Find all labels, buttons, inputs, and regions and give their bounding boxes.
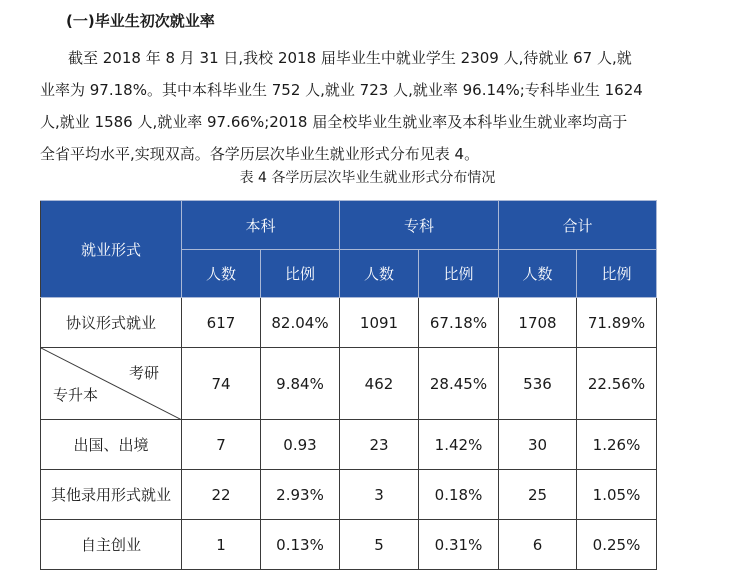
paragraph-line-1: 截至 2018 年 8 月 31 日,我校 2018 届毕业生中就业学生 2309 人,待就业 67 人,就 <box>68 49 632 67</box>
table-cell: 71.89% <box>577 298 657 348</box>
paragraph-line-2: 业率为 97.18%。其中本科毕业生 752 人,就业 723 人,就业率 96.14%;专科毕业生 1624 <box>40 81 643 99</box>
table-cell: 0.18% <box>419 470 499 520</box>
row-label: 其他录用形式就业 <box>41 470 182 520</box>
table-cell: 5 <box>340 520 419 570</box>
diagonal-label-cell <box>41 348 182 420</box>
table-cell: 74 <box>182 348 261 420</box>
table-row <box>41 420 657 470</box>
diag-label-postgrad: 考研 <box>128 364 159 382</box>
table-cell: 22.56% <box>577 348 657 420</box>
table-cell: 0.25% <box>577 520 657 570</box>
table-cell: 25 <box>499 470 577 520</box>
diag-label-upgrade: 专升本 <box>53 386 99 404</box>
table-row <box>41 520 657 570</box>
table-cell: 22 <box>182 470 261 520</box>
group-header-junior-college: 专科 <box>340 201 499 250</box>
table-caption: 表 4 各学历层次毕业生就业形式分布情况 <box>239 170 496 186</box>
table-cell: 1.42% <box>419 420 499 470</box>
table-row <box>41 470 657 520</box>
table-cell: 6 <box>499 520 577 570</box>
table-cell: 0.93 <box>261 420 340 470</box>
sub-header-ratio: 比例 <box>261 250 340 298</box>
table-cell: 0.13% <box>261 520 340 570</box>
table-cell: 536 <box>499 348 577 420</box>
table-cell: 1 <box>182 520 261 570</box>
table-cell: 617 <box>182 298 261 348</box>
table-row <box>41 348 657 420</box>
table-cell: 9.84% <box>261 348 340 420</box>
table-cell: 28.45% <box>419 348 499 420</box>
table-cell: 0.31% <box>419 520 499 570</box>
group-header-undergrad: 本科 <box>182 201 340 250</box>
row-header-label: 就业形式 <box>41 201 182 298</box>
row-label: 协议形式就业 <box>41 298 182 348</box>
table-cell: 30 <box>499 420 577 470</box>
intro-paragraph <box>40 42 670 170</box>
sub-header-ratio: 比例 <box>577 250 657 298</box>
table-cell: 67.18% <box>419 298 499 348</box>
sub-header-count: 人数 <box>340 250 419 298</box>
table-cell: 1091 <box>340 298 419 348</box>
section-heading: (一)毕业生初次就业率 <box>66 12 215 30</box>
row-label: 自主创业 <box>41 520 182 570</box>
table-header-row-1 <box>41 201 657 250</box>
table-row <box>41 298 657 348</box>
group-header-total: 合计 <box>499 201 657 250</box>
table-cell: 82.04% <box>261 298 340 348</box>
paragraph-line-4: 全省平均水平,实现双高。各学历层次毕业生就业形式分布见表 4。 <box>40 145 480 163</box>
table-cell: 23 <box>340 420 419 470</box>
table-cell: 1708 <box>499 298 577 348</box>
employment-table <box>40 200 657 570</box>
table-cell: 1.05% <box>577 470 657 520</box>
table-cell: 1.26% <box>577 420 657 470</box>
table-cell: 7 <box>182 420 261 470</box>
table-cell: 462 <box>340 348 419 420</box>
sub-header-ratio: 比例 <box>419 250 499 298</box>
table-cell: 3 <box>340 470 419 520</box>
table-cell: 2.93% <box>261 470 340 520</box>
paragraph-line-3: 人,就业 1586 人,就业率 97.66%;2018 届全校毕业生就业率及本科毕业生就业率均高于 <box>40 113 628 131</box>
sub-header-count: 人数 <box>182 250 261 298</box>
row-label: 出国、出境 <box>41 420 182 470</box>
sub-header-count: 人数 <box>499 250 577 298</box>
